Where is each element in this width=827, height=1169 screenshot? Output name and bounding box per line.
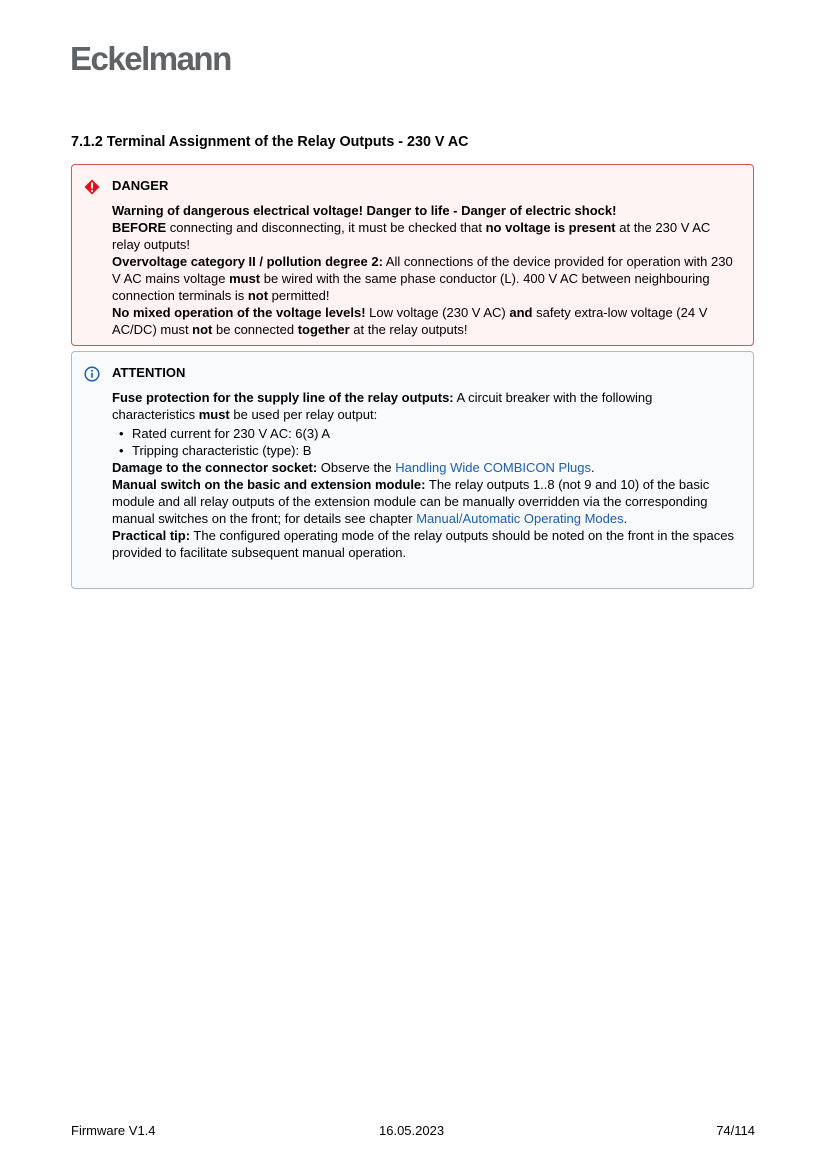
bold-text: Overvoltage category II / pollution degree 2:: [112, 254, 383, 269]
danger-icon: [84, 179, 100, 195]
bold-text: Damage to the connector socket:: [112, 460, 318, 475]
paragraph: [112, 202, 737, 219]
paragraph: [112, 253, 737, 304]
attention-bullets: [112, 425, 737, 459]
text: at the 230 V AC relay outputs!: [112, 220, 711, 252]
bold-text: must: [229, 271, 261, 286]
attention-intro: [112, 389, 737, 423]
attention-notice: [71, 351, 754, 589]
bold-text: Manual switch on the basic and extension module:: [112, 477, 426, 492]
paragraph: [112, 219, 737, 253]
text: A circuit breaker with the following characteristics: [112, 390, 653, 422]
danger-title: DANGER: [112, 178, 169, 193]
paragraph: [112, 527, 737, 561]
text: All connections of the device provided for operation with 230 V AC mains voltage: [112, 254, 733, 286]
text: connecting and disconnecting, it must be checked that: [166, 220, 486, 235]
footer-date: 16.05.2023: [379, 1123, 445, 1138]
bold-text: no voltage is present: [485, 220, 616, 235]
footer-version: Firmware V1.4: [71, 1123, 156, 1138]
bold-text: not: [192, 322, 213, 337]
bold-text: No mixed operation of the voltage levels!: [112, 305, 366, 320]
text: Low voltage (230 V AC): [365, 305, 510, 320]
bullet-item: • Rated current for 230 V AC: 6(3) A: [132, 425, 737, 442]
bold-text: Fuse protection for the supply line of the relay outputs:: [112, 390, 454, 405]
section-heading: 7.1.2 Terminal Assignment of the Relay Outputs - 230 V AC: [71, 134, 469, 150]
text: .: [591, 460, 595, 475]
bold-text: not: [247, 288, 269, 303]
text: be connected: [212, 322, 298, 337]
text: The relay outputs 1..8 (not 9 and 10) of the basic module and all relay outputs of the extension module can be manually overridden via the corresponding manual switches on the front; for details see chapter: [112, 477, 710, 526]
bold-text: BEFORE: [112, 220, 167, 235]
text: safety extra-low voltage (24 V AC/DC) must: [112, 305, 708, 337]
bold-text: Warning of dangerous electrical voltage! Danger to life - Danger of electric shock!: [112, 203, 617, 218]
attention-body: [112, 459, 737, 561]
footer-page-number: 74/114: [716, 1123, 755, 1138]
danger-body: [112, 202, 737, 338]
bold-text: and: [509, 305, 533, 320]
paragraph: [112, 476, 737, 527]
text: be used per relay output:: [229, 407, 378, 422]
paragraph: [112, 304, 737, 338]
cross-reference-link[interactable]: Manual/Automatic Operating Modes: [416, 511, 624, 526]
text: The configured operating mode of the relay outputs should be noted on the front in the spaces provided to facilitate subsequent manual operation.: [112, 528, 734, 560]
text: Observe the: [317, 460, 396, 475]
eckelmann-logo: Eckelmann: [70, 40, 231, 77]
text: permitted!: [268, 288, 330, 303]
text: at the relay outputs!: [349, 322, 468, 337]
bold-text: together: [297, 322, 350, 337]
bullet-item: • Tripping characteristic (type): B: [132, 442, 737, 459]
danger-notice: [71, 164, 754, 346]
attention-title: ATTENTION: [112, 365, 186, 380]
cross-reference-link[interactable]: Handling Wide COMBICON Plugs: [395, 460, 591, 475]
text: .: [623, 511, 628, 526]
bold-text: must: [198, 407, 230, 422]
text: be wired with the same phase conductor (L). 400 V AC between neighbouring connection terminals is: [112, 271, 710, 303]
info-icon: [84, 366, 100, 382]
bold-text: Practical tip:: [112, 528, 191, 543]
paragraph: [112, 459, 737, 476]
